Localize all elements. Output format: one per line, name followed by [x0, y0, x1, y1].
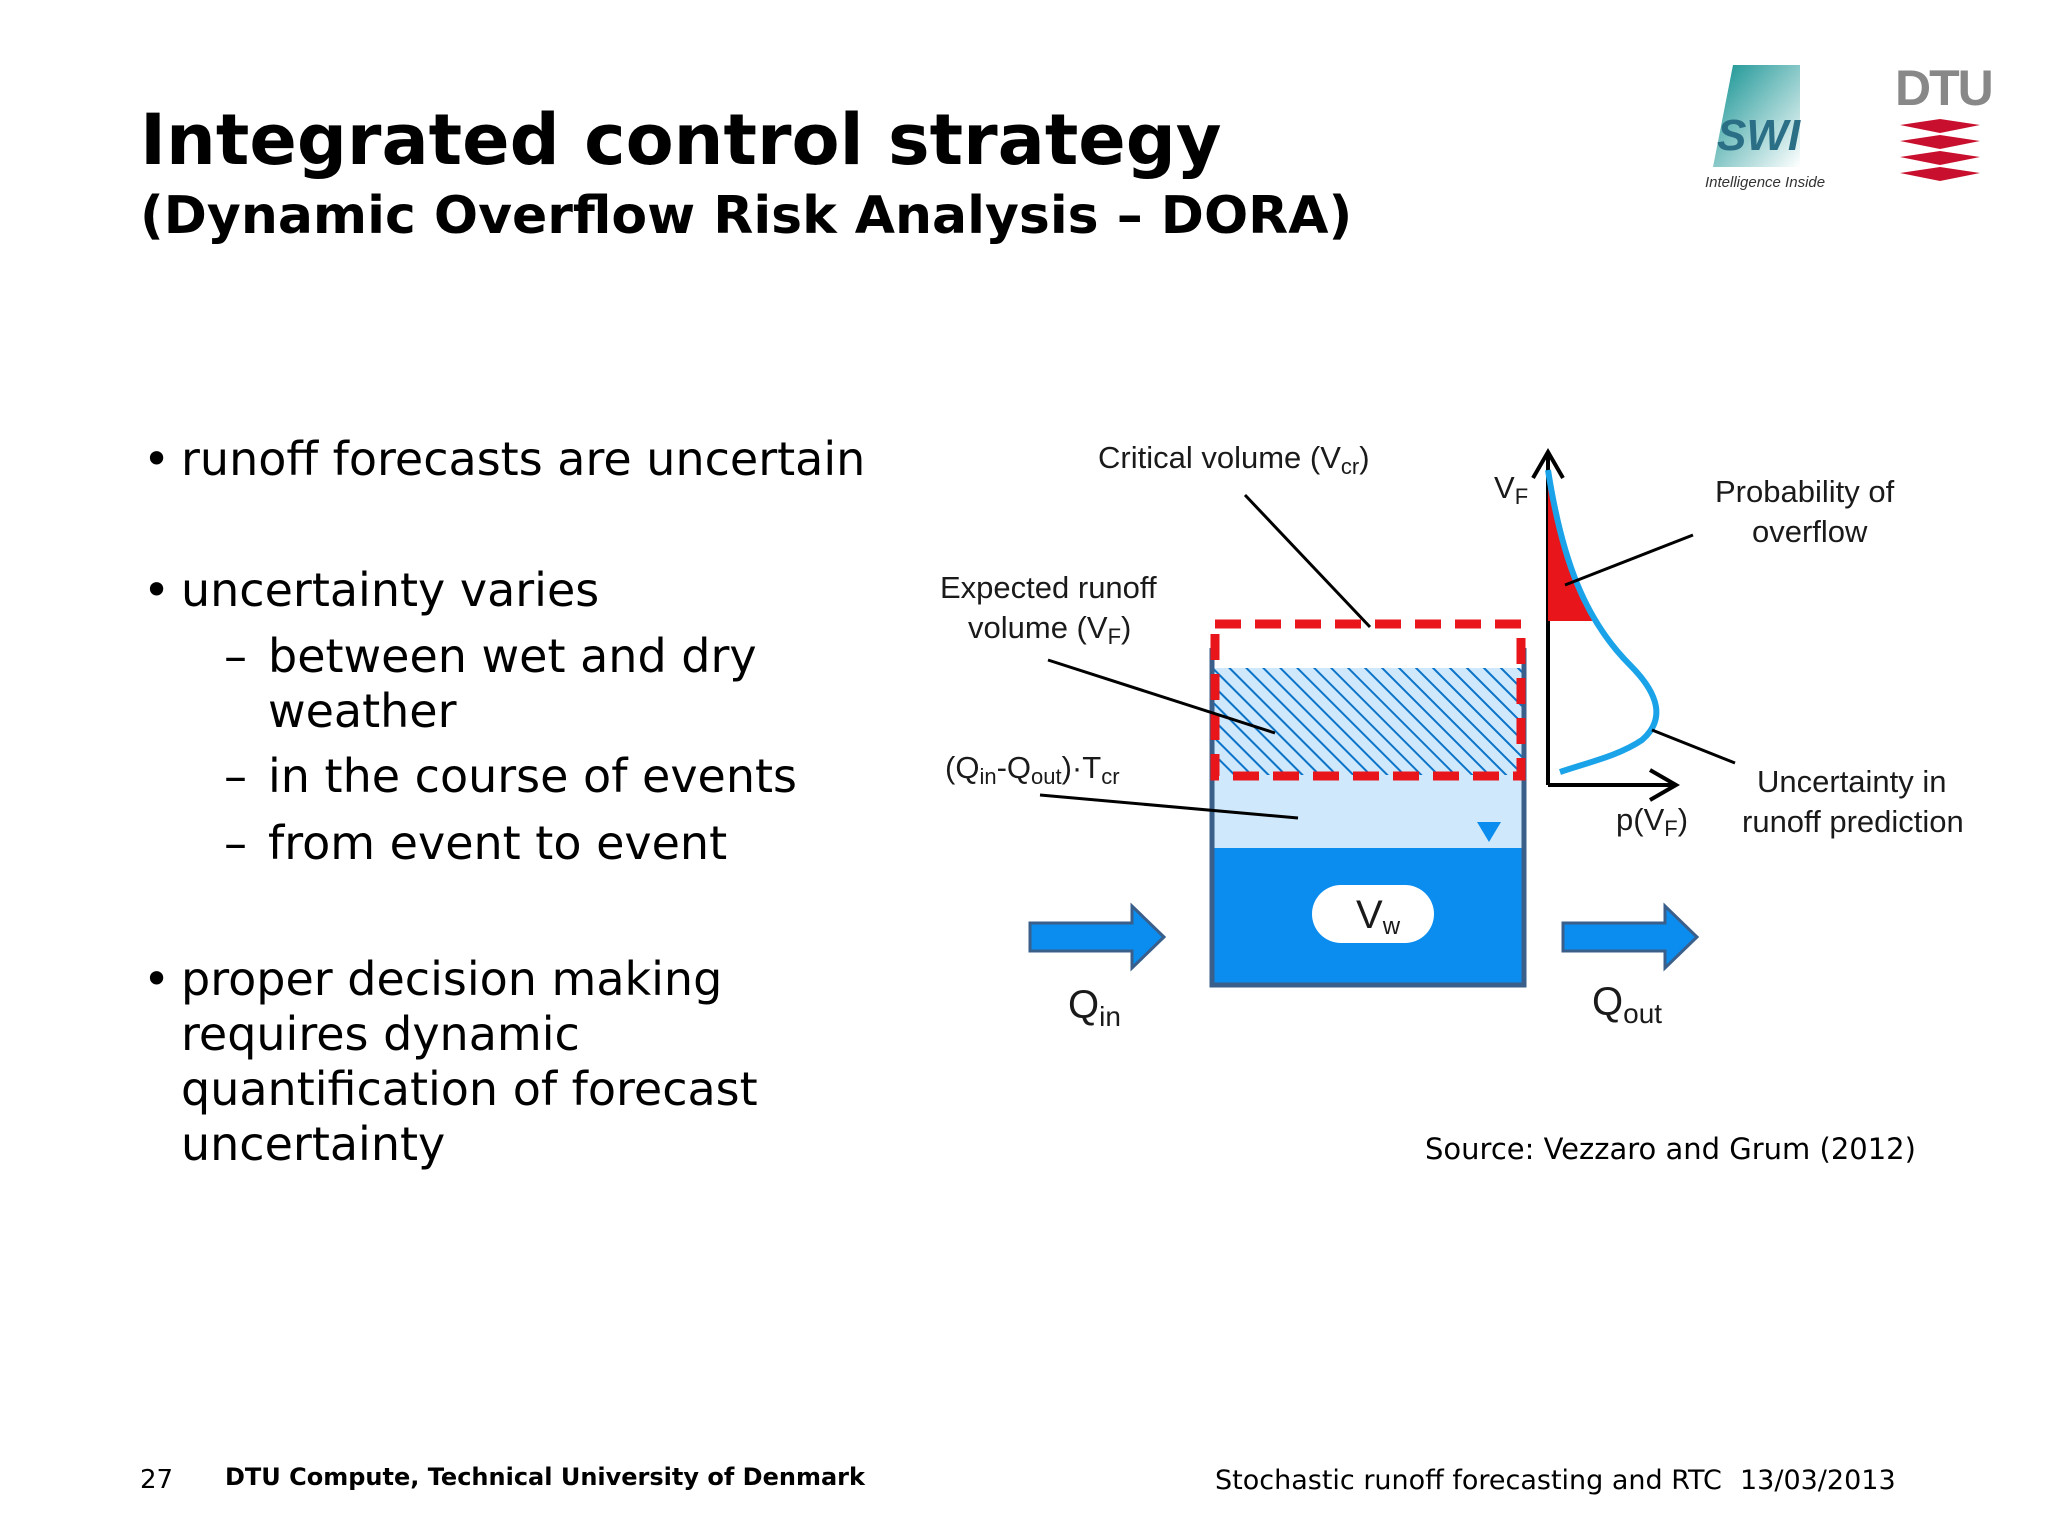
- axis-y-label: VF: [1494, 470, 1529, 509]
- expected-runoff-label: Expected runoff: [940, 570, 1157, 605]
- bullet-decision-making-line2: requires dynamic: [181, 1007, 580, 1061]
- bullet-glyph: •: [143, 952, 171, 1006]
- inflow-volume-band: [1212, 775, 1524, 848]
- dash-glyph: –: [224, 749, 247, 803]
- footer-organization: DTU Compute, Technical University of Denmark: [225, 1463, 865, 1491]
- uncertainty-label-line2: runoff prediction: [1742, 804, 1964, 839]
- critical-volume-label: Critical volume (Vcr): [1098, 440, 1370, 479]
- sub-bullet-text: in the course of events: [268, 749, 797, 803]
- inflow-volume-label: (Qin-Qout)·Tcr: [945, 750, 1120, 789]
- bullet-text: runoff forecasts are uncertain: [181, 432, 866, 486]
- critical-volume-pointer: [1245, 495, 1370, 627]
- source-citation: Source: Vezzaro and Grum (2012): [1425, 1132, 1916, 1166]
- footer-presentation-title: Stochastic runoff forecasting and RTC: [1215, 1465, 1722, 1496]
- inflow-arrow-icon: [1030, 906, 1164, 968]
- q-in-label: $Q_{in}$: [1068, 983, 1121, 1032]
- sub-bullet-text: between wet and dry: [268, 629, 757, 683]
- uncertainty-label: Uncertainty in: [1757, 764, 1947, 799]
- bullet-decision-making-line4: uncertainty: [181, 1117, 446, 1171]
- uncertainty-pointer: [1652, 730, 1735, 763]
- footer-date: 13/03/2013: [1740, 1465, 1896, 1496]
- slide-title: Integrated control strategy: [140, 99, 1222, 181]
- expected-runoff-volume: [1212, 668, 1524, 775]
- probability-overflow-pointer: [1565, 535, 1693, 585]
- dtu-logo-text: DTU: [1895, 60, 1992, 116]
- axis-x-label: p(VF): [1616, 802, 1689, 841]
- page-number: 27: [140, 1465, 174, 1495]
- bullet-decision-making-line3: quantification of forecast: [181, 1062, 758, 1116]
- probability-overflow-label-line2: overflow: [1752, 514, 1868, 549]
- swi-logo-text: SWI: [1717, 111, 1801, 160]
- bullet-text: uncertainty varies: [181, 563, 600, 617]
- dash-glyph: –: [224, 816, 247, 870]
- bullet-glyph: •: [143, 432, 171, 486]
- outflow-arrow-icon: [1563, 906, 1697, 968]
- sub-bullet-text: from event to event: [268, 816, 728, 870]
- sub-bullet-text: weather: [268, 684, 457, 738]
- q-out-label: $Q_{out}$: [1592, 980, 1663, 1029]
- swi-tagline: Intelligence Inside: [1705, 174, 1826, 191]
- dash-glyph: –: [224, 629, 247, 683]
- vw-label: Vw: [1356, 893, 1401, 940]
- probability-overflow-label: Probability of: [1715, 474, 1895, 509]
- expected-runoff-label-line2: volume (VF): [968, 610, 1132, 649]
- bullet-glyph: •: [143, 563, 171, 617]
- slide-subtitle: (Dynamic Overflow Risk Analysis – DORA): [140, 186, 1353, 246]
- bullet-text: proper decision making: [181, 952, 723, 1006]
